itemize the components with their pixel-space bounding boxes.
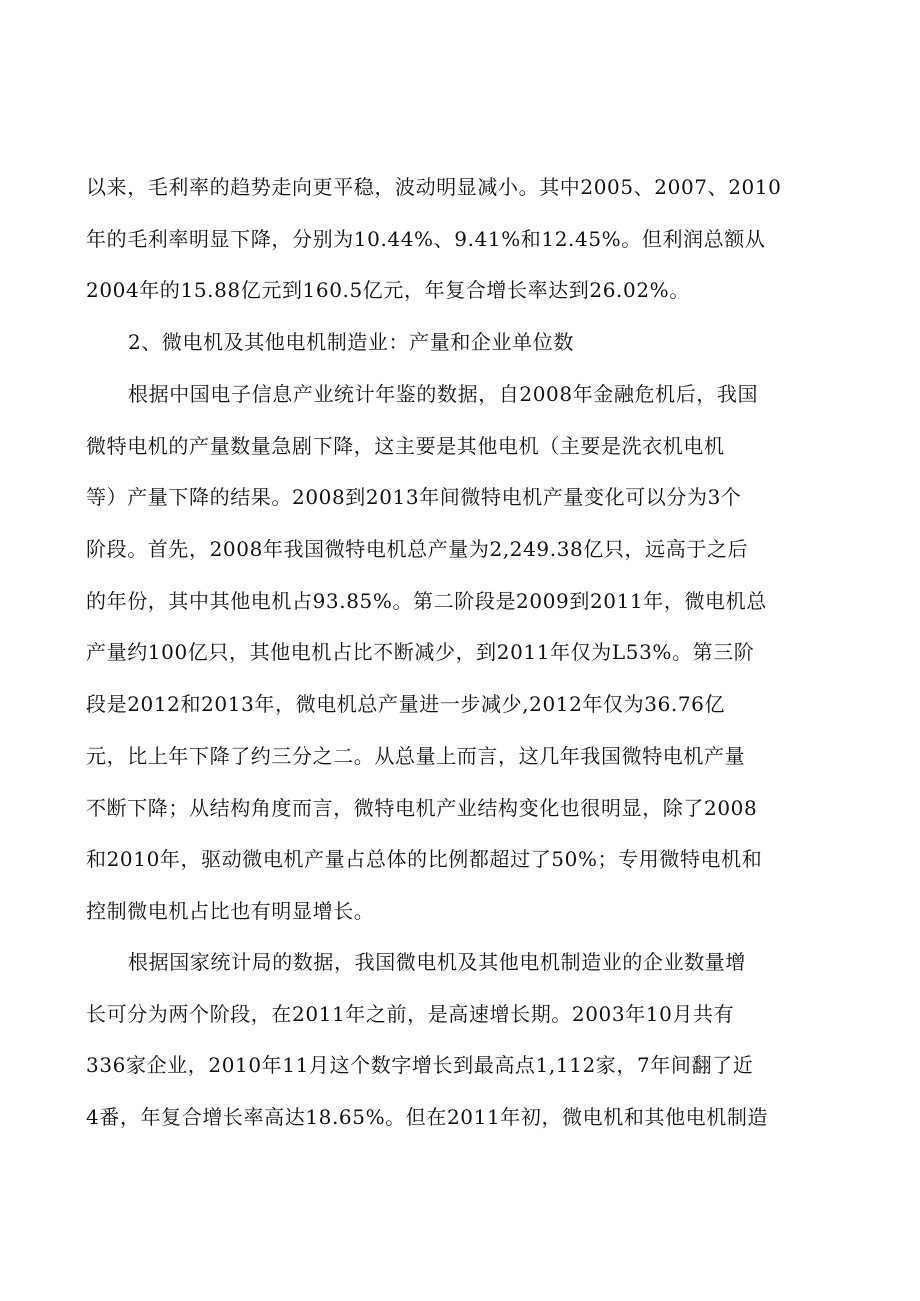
section-heading-text: 2、微电机及其他电机制造业：产量和企业单位数 xyxy=(128,330,574,354)
text-line: 的年份，其中其他电机占93.85%。第二阶段是2009到2011年，微电机总 xyxy=(86,588,767,613)
text-line: 等）产量下降的结果。2008到2013年间微特电机产量变化可以分为3个 xyxy=(86,485,742,510)
text-line: 不断下降；从结构角度而言，微特电机产业结构变化也很明显，除了2008 xyxy=(86,795,758,820)
text-line: 336家企业，2010年11月这个数字增长到最高点1,112家，7年间翻了近 xyxy=(86,1053,754,1078)
paragraph-gross-margin xyxy=(86,162,846,317)
paragraph-enterprise-count xyxy=(86,937,846,1144)
text-line: 和2010年，驱动微电机产量占总体的比例都超过了50%；专用微特电机和 xyxy=(86,847,763,872)
section-heading xyxy=(86,317,846,369)
text-line: 段是2012和2013年，微电机总产量进一步减少,2012年仅为36.76亿 xyxy=(86,692,726,717)
text-line: 以来，毛利率的趋势走向更平稳，波动明显减小。其中2005、2007、2010 xyxy=(86,175,782,199)
text-line: 根据国家统计局的数据，我国微电机及其他电机制造业的企业数量增 xyxy=(128,950,746,974)
text-line: 元，比上年下降了约三分之二。从总量上而言，这几年我国微特电机产量 xyxy=(86,743,746,768)
text-line: 产量约100亿只，其他电机占比不断减少，到2011年仅为L53%。第三阶 xyxy=(86,640,755,665)
text-line: 4番，年复合增长率高达18.65%。但在2011年初，微电机和其他电机制造 xyxy=(86,1105,769,1130)
text-line: 2004年的15.88亿元到160.5亿元，年复合增长率达到26.02%。 xyxy=(86,278,690,303)
text-line: 阶段。首先，2008年我国微特电机总产量为2,249.38亿只，远高于之后 xyxy=(86,537,749,562)
paragraph-production xyxy=(86,369,846,938)
text-line: 控制微电机占比也有明显增长。 xyxy=(86,898,375,923)
text-line: 根据中国电子信息产业统计年鉴的数据，自2008年金融危机后，我国 xyxy=(128,382,759,406)
text-line: 年的毛利率明显下降，分别为10.44%、9.41%和12.45%。但利润总额从 xyxy=(86,226,766,251)
text-line: 微特电机的产量数量急剧下降，这主要是其他电机（主要是洗衣机电机 xyxy=(86,433,725,458)
text-line: 长可分为两个阶段，在2011年之前，是高速增长期。2003年10月共有 xyxy=(86,1001,735,1026)
